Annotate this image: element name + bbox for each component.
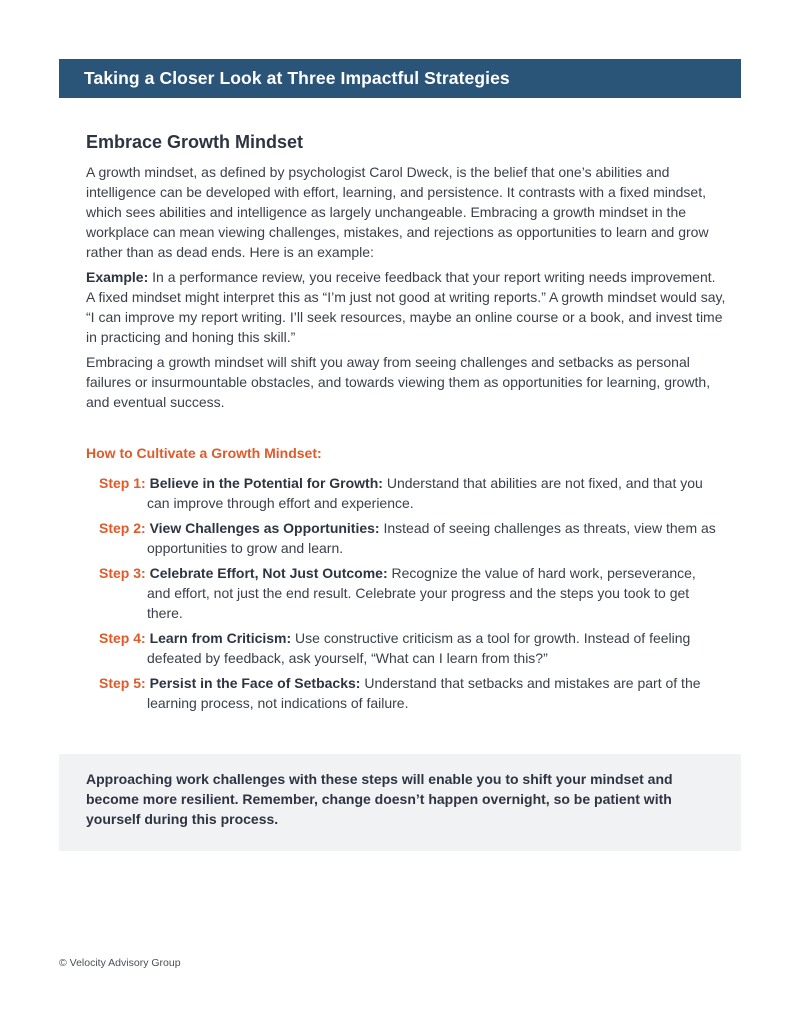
callout-text: Approaching work challenges with these steps will enable you to shift your mindset and become more resilient. Remember, change doesn’t happen overnight, so be patient with yourself during this process. [86, 771, 673, 827]
step-text: Understand that abilities are not fixed, and that you can improve through effort and experience. [147, 475, 703, 511]
intro-paragraph: A growth mindset, as defined by psychologist Carol Dweck, is the belief that one’s abilities and intelligence can be developed with effort, learning, and persistence. It contrasts with a fixed mindset, which sees abilities and intelligence as largely unchangeable. Embracing a growth mindset in the workplace can mean viewing challenges, mistakes, and rejections as opportunities to learn and grow rather than as dead ends. Here is an example: [86, 164, 709, 260]
step-text: Recognize the value of hard work, perseverance, and effort, not just the end result. Celebrate your progress and the steps you took to get there. [147, 565, 696, 621]
example-label: Example: [86, 269, 149, 285]
banner-title: Taking a Closer Look at Three Impactful Strategies [84, 68, 510, 88]
footer-copyright: © Velocity Advisory Group [59, 957, 181, 969]
list-item [99, 563, 719, 623]
steps-list [99, 473, 719, 718]
main-content [86, 132, 726, 417]
howto-heading: How to Cultivate a Growth Mindset: [86, 445, 322, 461]
section-title: Embrace Growth Mindset [86, 132, 304, 152]
example-paragraph [86, 267, 726, 347]
step-number: Step 1: [99, 475, 146, 491]
step-title: View Challenges as Opportunities: [149, 520, 380, 536]
section-banner [59, 59, 741, 98]
step-text: Instead of seeing challenges as threats, view them as opportunities to grow and learn. [147, 520, 716, 556]
example-text: In a performance review, you receive feedback that your report writing needs improvement. A fixed mindset might interpret this as “I’m just not good at writing reports.” A growth mindset would say, “I can improve my report writing. I’ll seek resources, maybe an online course or a book, and invest time in practicing and honing this skill.” [86, 269, 726, 345]
step-title: Celebrate Effort, Not Just Outcome: [149, 565, 388, 581]
step-text: Understand that setbacks and mistakes are part of the learning process, not indications of failure. [147, 675, 701, 711]
step-title: Believe in the Potential for Growth: [149, 475, 383, 491]
list-item [99, 473, 719, 513]
step-number: Step 2: [99, 520, 146, 536]
step-title: Learn from Criticism: [149, 630, 292, 646]
step-text: Use constructive criticism as a tool for growth. Instead of feeling defeated by feedback, ask yourself, “What can I learn from this?” [147, 630, 691, 666]
list-item [99, 518, 719, 558]
step-title: Persist in the Face of Setbacks: [149, 675, 361, 691]
callout-box [59, 754, 741, 851]
step-number: Step 4: [99, 630, 146, 646]
list-item [99, 673, 719, 713]
closing-paragraph: Embracing a growth mindset will shift you away from seeing challenges and setbacks as personal failures or insurmountable obstacles, and towards viewing them as opportunities for learning, growth, and eventual success. [86, 354, 711, 410]
step-number: Step 3: [99, 565, 146, 581]
list-item [99, 628, 719, 668]
step-number: Step 5: [99, 675, 146, 691]
